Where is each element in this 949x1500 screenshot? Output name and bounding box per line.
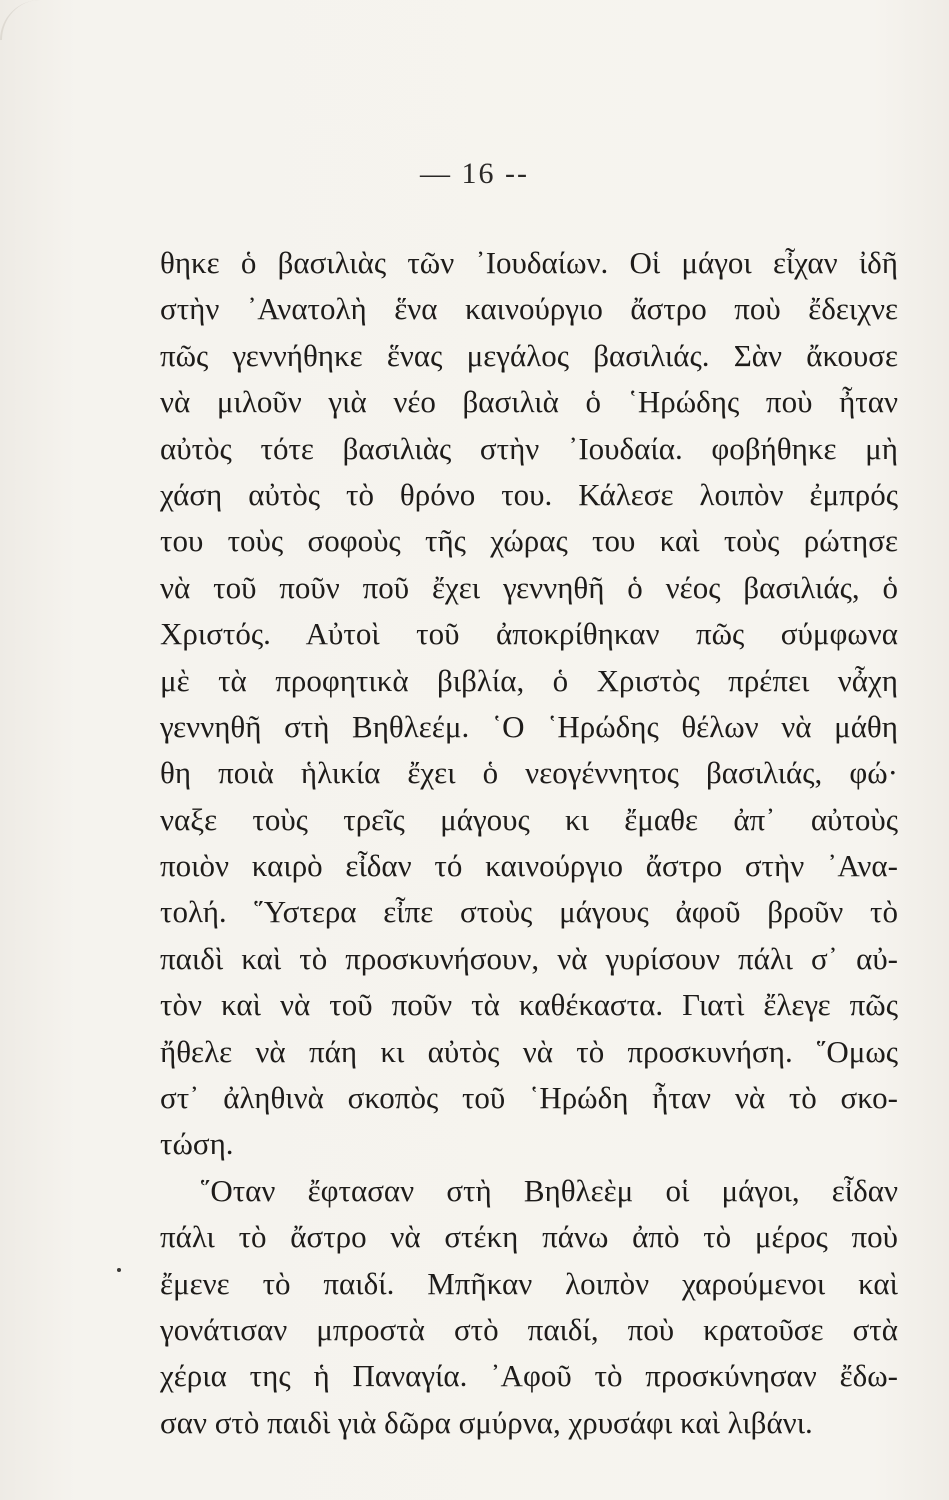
text-line: χέρια της ἡ Παναγία. ᾿Αφοῦ τὸ προσκύνησαν ἔδω- [160, 1358, 898, 1394]
text-line: μὲ τὰ προφητικὰ βιβλία, ὁ Χριστὸς πρέπει νἆχη [160, 662, 898, 698]
text-line: πάλι τὸ ἄστρο νὰ στέκη πάνω ἀπὸ τὸ μέρος ποὺ [160, 1219, 898, 1255]
text-line: αὐτὸς τότε βασιλιὰς στὴν ᾿Ιουδαία. φοβήθηκε μὴ [160, 430, 898, 466]
text-line: στ᾿ ἀληθινὰ σκοπὸς τοῦ ῾Ηρώδη ἦταν νὰ τὸ σκο- [160, 1080, 898, 1116]
text-line: Χριστός. Αὐτοὶ τοῦ ἀποκρίθηκαν πῶς σύμφωνα [160, 616, 898, 652]
text-line: στὴν ᾿Ανατολὴ ἕνα καινούργιο ἄστρο ποὺ ἔδειχνε [160, 291, 898, 327]
page-number: — 16 -- [420, 157, 529, 190]
text-line: του τοὺς σοφοὺς τῆς χώρας του καὶ τοὺς ρώτησε [160, 523, 898, 559]
body-text [160, 240, 898, 1446]
paragraph-start-line: ῞Οταν ἔφτασαν στὴ Βηθλεὲμ οἱ μάγοι, εἶδαν [200, 1172, 898, 1208]
text-line: γεννηθῆ στὴ Βηθλεέμ. ῾Ο ῾Ηρώδης θέλων νὰ μάθη [160, 708, 898, 744]
text-line: νὰ μιλοῦν γιὰ νέο βασιλιὰ ὁ ῾Ηρώδης ποὺ ἦταν [160, 384, 898, 420]
text-line: ἤθελε νὰ πάη κι αὐτὸς νὰ τὸ προσκυνήση. ῞Ομως [160, 1033, 898, 1069]
text-line: παιδὶ καὶ τὸ προσκυνήσουν, νὰ γυρίσουν πάλι σ᾿ αὐ- [160, 940, 898, 976]
text-line: νὰ τοῦ ποῦν ποῦ ἔχει γεννηθῆ ὁ νέος βασιλιάς, ὁ [160, 569, 898, 605]
margin-dot [117, 1268, 121, 1272]
text-line: ναξε τοὺς τρεῖς μάγους κι ἔμαθε ἀπ᾿ αὐτοὺς [160, 801, 898, 837]
text-line: ἔμενε τὸ παιδί. Μπῆκαν λοιπὸν χαρούμενοι καὶ [160, 1265, 898, 1301]
text-line: τὸν καὶ νὰ τοῦ ποῦν τὰ καθέκαστα. Γιατὶ ἔλεγε πῶς [160, 987, 898, 1023]
text-line: σαν στὸ παιδὶ γιὰ δῶρα σμύρνα, χρυσάφι καὶ λιβάνι. [160, 1404, 813, 1440]
text-line: θη ποιὰ ἡλικία ἔχει ὁ νεογέννητος βασιλιάς, φώ· [160, 755, 898, 791]
corner-mark [0, 0, 42, 40]
text-line: χάση αὐτὸς τὸ θρόνο του. Κάλεσε λοιπὸν ἐμπρός [160, 476, 898, 512]
text-line: θηκε ὁ βασιλιὰς τῶν ᾿Ιουδαίων. Οἱ μάγοι εἶχαν ἰδῆ [160, 245, 898, 280]
text-line: πῶς γεννήθηκε ἕνας μεγάλος βασιλιάς. Σὰν ἄκουσε [160, 337, 898, 373]
text-line: ποιὸν καιρὸ εἶδαν τό καινούργιο ἄστρο στὴν ᾿Ανα- [160, 848, 898, 884]
text-line: τολή. ῞Υστερα εἶπε στοὺς μάγους ἀφοῦ βροῦν τὸ [160, 894, 898, 930]
text-line: γονάτισαν μπροστὰ στὸ παιδί, ποὺ κρατοῦσε στὰ [160, 1311, 898, 1347]
text-line: τώση. [160, 1126, 234, 1162]
